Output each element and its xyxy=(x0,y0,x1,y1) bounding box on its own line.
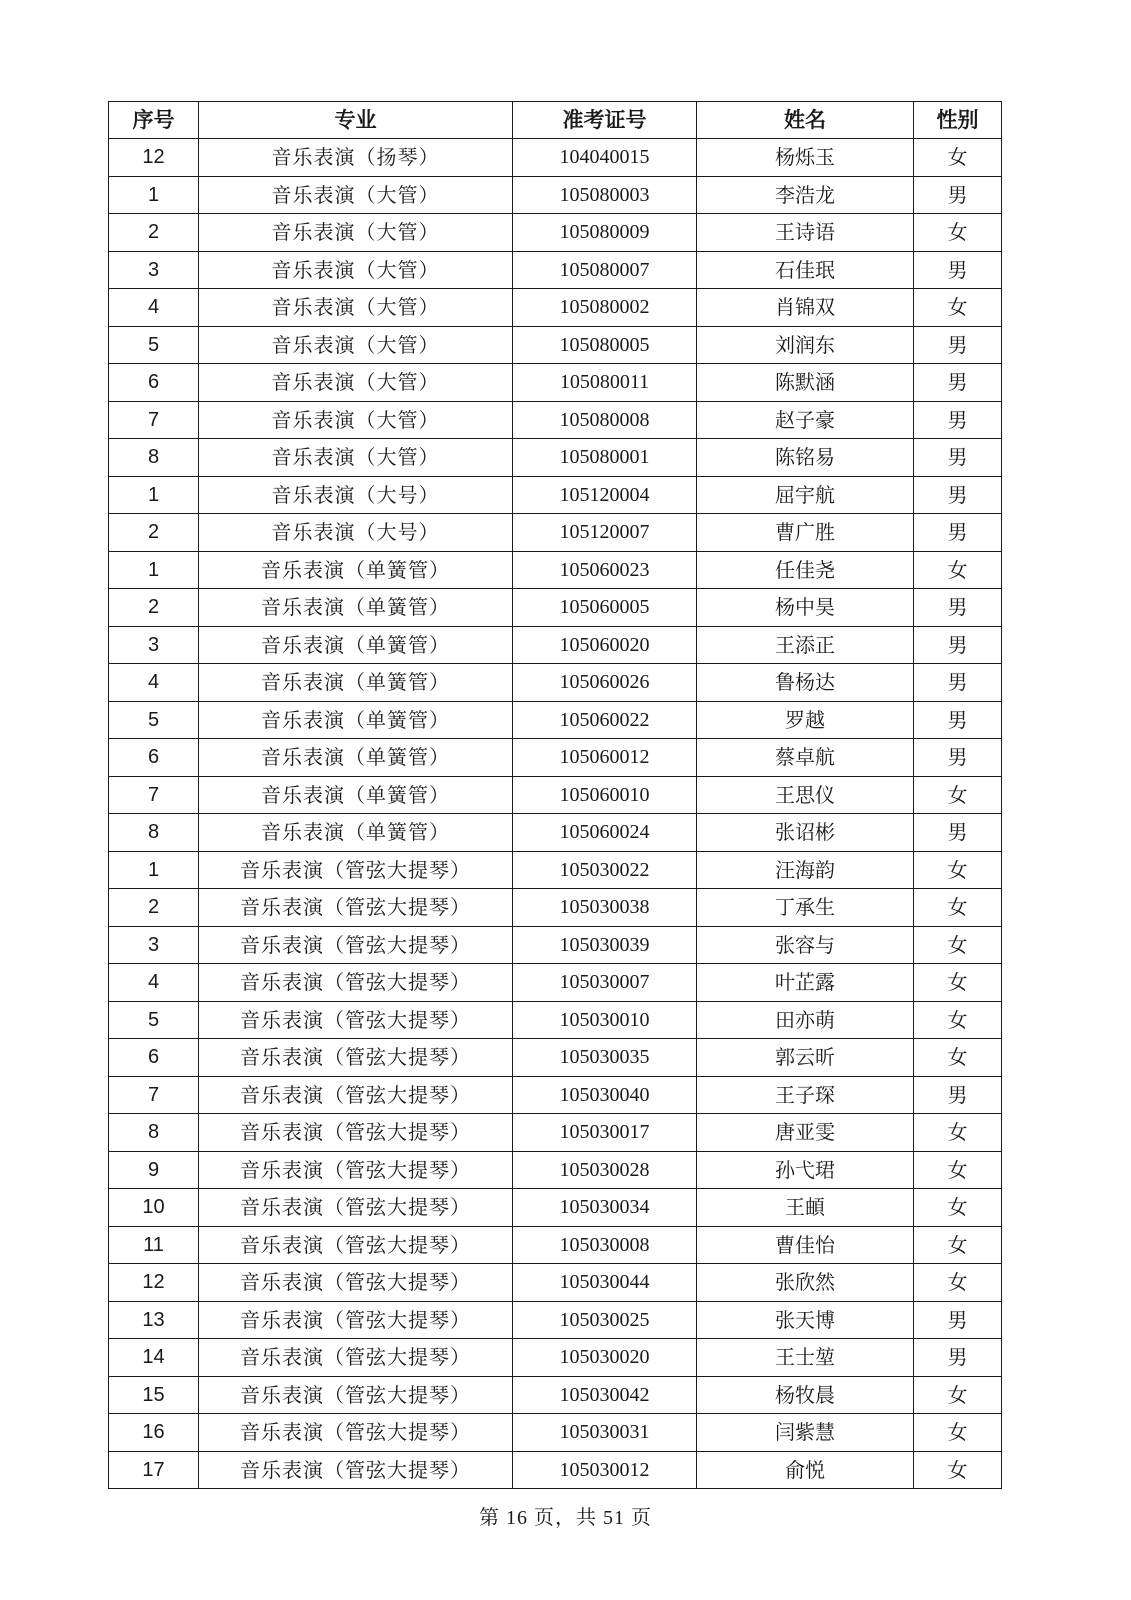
table-row xyxy=(109,1001,1002,1039)
cell-name: 杨烁玉 xyxy=(697,139,914,177)
cell-major: 音乐表演（单簧管） xyxy=(199,664,513,702)
table-row xyxy=(109,626,1002,664)
cell-gender: 女 xyxy=(914,1001,1002,1039)
cell-seq: 1 xyxy=(109,476,199,514)
cell-major: 音乐表演（大管） xyxy=(199,289,513,327)
cell-name: 张欣然 xyxy=(697,1264,914,1302)
cell-gender: 男 xyxy=(914,176,1002,214)
cell-gender: 女 xyxy=(914,776,1002,814)
cell-exam-number: 105060026 xyxy=(513,664,697,702)
cell-name: 陈默涵 xyxy=(697,364,914,402)
cell-name: 蔡卓航 xyxy=(697,739,914,777)
cell-major: 音乐表演（大号） xyxy=(199,514,513,552)
cell-seq: 13 xyxy=(109,1301,199,1339)
table-body xyxy=(109,139,1002,1489)
cell-exam-number: 105060023 xyxy=(513,551,697,589)
table-row xyxy=(109,889,1002,927)
table-row xyxy=(109,664,1002,702)
table-row xyxy=(109,1376,1002,1414)
cell-major: 音乐表演（管弦大提琴） xyxy=(199,1151,513,1189)
cell-exam-number: 105030007 xyxy=(513,964,697,1002)
cell-major: 音乐表演（管弦大提琴） xyxy=(199,1376,513,1414)
cell-seq: 12 xyxy=(109,1264,199,1302)
cell-exam-number: 105080009 xyxy=(513,214,697,252)
cell-seq: 2 xyxy=(109,589,199,627)
cell-major: 音乐表演（扬琴） xyxy=(199,139,513,177)
cell-seq: 7 xyxy=(109,776,199,814)
cell-name: 鲁杨达 xyxy=(697,664,914,702)
cell-seq: 2 xyxy=(109,889,199,927)
cell-exam-number: 105030022 xyxy=(513,851,697,889)
cell-major: 音乐表演（管弦大提琴） xyxy=(199,889,513,927)
cell-major: 音乐表演（管弦大提琴） xyxy=(199,851,513,889)
cell-gender: 男 xyxy=(914,701,1002,739)
cell-major: 音乐表演（单簧管） xyxy=(199,739,513,777)
cell-name: 王诗语 xyxy=(697,214,914,252)
cell-seq: 8 xyxy=(109,1114,199,1152)
table-row xyxy=(109,1414,1002,1452)
cell-major: 音乐表演（单簧管） xyxy=(199,701,513,739)
cell-name: 任佳尧 xyxy=(697,551,914,589)
cell-gender: 女 xyxy=(914,1189,1002,1227)
cell-name: 王思仪 xyxy=(697,776,914,814)
cell-major: 音乐表演（管弦大提琴） xyxy=(199,1414,513,1452)
cell-name: 唐亚雯 xyxy=(697,1114,914,1152)
cell-seq: 3 xyxy=(109,626,199,664)
cell-seq: 8 xyxy=(109,439,199,477)
table-row xyxy=(109,364,1002,402)
cell-name: 张诏彬 xyxy=(697,814,914,852)
cell-exam-number: 105030040 xyxy=(513,1076,697,1114)
table-row xyxy=(109,739,1002,777)
cell-name: 张天博 xyxy=(697,1301,914,1339)
table-row xyxy=(109,1451,1002,1489)
cell-seq: 1 xyxy=(109,176,199,214)
table-row xyxy=(109,589,1002,627)
cell-seq: 5 xyxy=(109,1001,199,1039)
cell-exam-number: 105030031 xyxy=(513,1414,697,1452)
cell-gender: 男 xyxy=(914,664,1002,702)
cell-exam-number: 105030010 xyxy=(513,1001,697,1039)
cell-major: 音乐表演（管弦大提琴） xyxy=(199,964,513,1002)
cell-exam-number: 105060020 xyxy=(513,626,697,664)
cell-major: 音乐表演（大管） xyxy=(199,326,513,364)
admission-roster-table xyxy=(108,101,1002,1489)
cell-gender: 男 xyxy=(914,1339,1002,1377)
cell-seq: 1 xyxy=(109,851,199,889)
cell-seq: 9 xyxy=(109,1151,199,1189)
cell-exam-number: 105060022 xyxy=(513,701,697,739)
cell-name: 石佳珉 xyxy=(697,251,914,289)
cell-gender: 女 xyxy=(914,1114,1002,1152)
cell-exam-number: 105080002 xyxy=(513,289,697,327)
table-row xyxy=(109,176,1002,214)
cell-gender: 女 xyxy=(914,551,1002,589)
cell-exam-number: 105060012 xyxy=(513,739,697,777)
cell-seq: 2 xyxy=(109,214,199,252)
cell-gender: 男 xyxy=(914,401,1002,439)
cell-gender: 女 xyxy=(914,1226,1002,1264)
cell-major: 音乐表演（管弦大提琴） xyxy=(199,1039,513,1077)
cell-gender: 男 xyxy=(914,251,1002,289)
cell-exam-number: 105120007 xyxy=(513,514,697,552)
table-row xyxy=(109,1264,1002,1302)
cell-major: 音乐表演（大管） xyxy=(199,251,513,289)
cell-major: 音乐表演（单簧管） xyxy=(199,626,513,664)
cell-name: 杨牧晨 xyxy=(697,1376,914,1414)
cell-exam-number: 105030035 xyxy=(513,1039,697,1077)
cell-gender: 男 xyxy=(914,326,1002,364)
table-row xyxy=(109,926,1002,964)
cell-exam-number: 105030020 xyxy=(513,1339,697,1377)
cell-gender: 女 xyxy=(914,1151,1002,1189)
cell-name: 赵子豪 xyxy=(697,401,914,439)
cell-seq: 6 xyxy=(109,1039,199,1077)
cell-gender: 女 xyxy=(914,214,1002,252)
table-row xyxy=(109,1226,1002,1264)
cell-exam-number: 105060005 xyxy=(513,589,697,627)
table-row xyxy=(109,701,1002,739)
table-row xyxy=(109,401,1002,439)
cell-gender: 男 xyxy=(914,1076,1002,1114)
cell-seq: 5 xyxy=(109,701,199,739)
cell-major: 音乐表演（管弦大提琴） xyxy=(199,1264,513,1302)
cell-seq: 15 xyxy=(109,1376,199,1414)
cell-gender: 男 xyxy=(914,589,1002,627)
table-row xyxy=(109,776,1002,814)
page-number-footer: 第 16 页，共 51 页 xyxy=(479,1507,652,1529)
cell-exam-number: 105030039 xyxy=(513,926,697,964)
cell-exam-number: 105030012 xyxy=(513,1451,697,1489)
cell-name: 王子琛 xyxy=(697,1076,914,1114)
cell-gender: 女 xyxy=(914,851,1002,889)
table-header-row xyxy=(109,102,1002,139)
cell-name: 杨中昊 xyxy=(697,589,914,627)
cell-gender: 女 xyxy=(914,1264,1002,1302)
cell-gender: 女 xyxy=(914,964,1002,1002)
cell-exam-number: 105080007 xyxy=(513,251,697,289)
cell-exam-number: 105030025 xyxy=(513,1301,697,1339)
cell-major: 音乐表演（管弦大提琴） xyxy=(199,1451,513,1489)
cell-gender: 女 xyxy=(914,289,1002,327)
cell-gender: 女 xyxy=(914,1376,1002,1414)
cell-exam-number: 105080001 xyxy=(513,439,697,477)
cell-major: 音乐表演（大号） xyxy=(199,476,513,514)
table-row xyxy=(109,476,1002,514)
table-row xyxy=(109,1339,1002,1377)
table-row xyxy=(109,1039,1002,1077)
table-row xyxy=(109,851,1002,889)
cell-exam-number: 105030038 xyxy=(513,889,697,927)
cell-seq: 3 xyxy=(109,251,199,289)
cell-seq: 11 xyxy=(109,1226,199,1264)
cell-seq: 14 xyxy=(109,1339,199,1377)
cell-seq: 10 xyxy=(109,1189,199,1227)
cell-gender: 女 xyxy=(914,1414,1002,1452)
cell-major: 音乐表演（管弦大提琴） xyxy=(199,1301,513,1339)
cell-name: 李浩龙 xyxy=(697,176,914,214)
cell-seq: 4 xyxy=(109,289,199,327)
table-row xyxy=(109,1189,1002,1227)
cell-major: 音乐表演（管弦大提琴） xyxy=(199,1114,513,1152)
cell-gender: 男 xyxy=(914,439,1002,477)
cell-name: 田亦萌 xyxy=(697,1001,914,1039)
cell-name: 罗越 xyxy=(697,701,914,739)
table-row xyxy=(109,139,1002,177)
cell-major: 音乐表演（大管） xyxy=(199,439,513,477)
cell-seq: 7 xyxy=(109,1076,199,1114)
cell-seq: 17 xyxy=(109,1451,199,1489)
cell-gender: 男 xyxy=(914,739,1002,777)
cell-name: 屈宇航 xyxy=(697,476,914,514)
cell-major: 音乐表演（大管） xyxy=(199,214,513,252)
table-row xyxy=(109,214,1002,252)
cell-name: 刘润东 xyxy=(697,326,914,364)
table-row xyxy=(109,326,1002,364)
cell-name: 孙弋珺 xyxy=(697,1151,914,1189)
cell-major: 音乐表演（大管） xyxy=(199,176,513,214)
cell-gender: 女 xyxy=(914,1039,1002,1077)
cell-gender: 男 xyxy=(914,814,1002,852)
cell-exam-number: 105030008 xyxy=(513,1226,697,1264)
cell-major: 音乐表演（管弦大提琴） xyxy=(199,1001,513,1039)
table-row xyxy=(109,251,1002,289)
cell-name: 郭云昕 xyxy=(697,1039,914,1077)
cell-seq: 7 xyxy=(109,401,199,439)
cell-exam-number: 105030028 xyxy=(513,1151,697,1189)
cell-exam-number: 105080003 xyxy=(513,176,697,214)
cell-seq: 12 xyxy=(109,139,199,177)
cell-name: 肖锦双 xyxy=(697,289,914,327)
header-name: 姓名 xyxy=(697,102,914,139)
cell-seq: 5 xyxy=(109,326,199,364)
cell-gender: 男 xyxy=(914,364,1002,402)
cell-seq: 4 xyxy=(109,964,199,1002)
cell-gender: 男 xyxy=(914,476,1002,514)
cell-major: 音乐表演（单簧管） xyxy=(199,589,513,627)
cell-seq: 6 xyxy=(109,739,199,777)
cell-gender: 女 xyxy=(914,139,1002,177)
cell-major: 音乐表演（管弦大提琴） xyxy=(199,1339,513,1377)
cell-exam-number: 105080008 xyxy=(513,401,697,439)
cell-name: 丁承生 xyxy=(697,889,914,927)
cell-major: 音乐表演（大管） xyxy=(199,364,513,402)
table-row xyxy=(109,551,1002,589)
cell-gender: 男 xyxy=(914,1301,1002,1339)
table-row xyxy=(109,1301,1002,1339)
cell-major: 音乐表演（管弦大提琴） xyxy=(199,1076,513,1114)
cell-exam-number: 105030042 xyxy=(513,1376,697,1414)
cell-name: 曹广胜 xyxy=(697,514,914,552)
cell-name: 俞悦 xyxy=(697,1451,914,1489)
cell-exam-number: 105080005 xyxy=(513,326,697,364)
table-row xyxy=(109,1076,1002,1114)
cell-major: 音乐表演（管弦大提琴） xyxy=(199,926,513,964)
table-row xyxy=(109,964,1002,1002)
cell-exam-number: 105120004 xyxy=(513,476,697,514)
cell-major: 音乐表演（单簧管） xyxy=(199,551,513,589)
cell-seq: 16 xyxy=(109,1414,199,1452)
cell-major: 音乐表演（管弦大提琴） xyxy=(199,1189,513,1227)
cell-name: 王頔 xyxy=(697,1189,914,1227)
header-major: 专业 xyxy=(199,102,513,139)
cell-name: 张容与 xyxy=(697,926,914,964)
cell-seq: 3 xyxy=(109,926,199,964)
cell-major: 音乐表演（大管） xyxy=(199,401,513,439)
cell-exam-number: 105030044 xyxy=(513,1264,697,1302)
header-gender: 性别 xyxy=(914,102,1002,139)
cell-name: 闫紫慧 xyxy=(697,1414,914,1452)
cell-major: 音乐表演（单簧管） xyxy=(199,814,513,852)
header-exam-number: 准考证号 xyxy=(513,102,697,139)
cell-gender: 女 xyxy=(914,889,1002,927)
cell-exam-number: 105060024 xyxy=(513,814,697,852)
cell-exam-number: 105030017 xyxy=(513,1114,697,1152)
cell-exam-number: 105060010 xyxy=(513,776,697,814)
cell-name: 叶芷露 xyxy=(697,964,914,1002)
cell-seq: 1 xyxy=(109,551,199,589)
cell-seq: 4 xyxy=(109,664,199,702)
cell-exam-number: 105030034 xyxy=(513,1189,697,1227)
table-row xyxy=(109,439,1002,477)
cell-seq: 6 xyxy=(109,364,199,402)
cell-major: 音乐表演（单簧管） xyxy=(199,776,513,814)
table-row xyxy=(109,1151,1002,1189)
cell-seq: 8 xyxy=(109,814,199,852)
table-row xyxy=(109,814,1002,852)
cell-gender: 女 xyxy=(914,1451,1002,1489)
table-row xyxy=(109,514,1002,552)
cell-name: 王添正 xyxy=(697,626,914,664)
cell-exam-number: 104040015 xyxy=(513,139,697,177)
cell-gender: 男 xyxy=(914,626,1002,664)
table-row xyxy=(109,289,1002,327)
cell-major: 音乐表演（管弦大提琴） xyxy=(199,1226,513,1264)
cell-exam-number: 105080011 xyxy=(513,364,697,402)
cell-name: 汪海韵 xyxy=(697,851,914,889)
cell-seq: 2 xyxy=(109,514,199,552)
cell-gender: 女 xyxy=(914,926,1002,964)
table-row xyxy=(109,1114,1002,1152)
cell-name: 曹佳怡 xyxy=(697,1226,914,1264)
header-seq: 序号 xyxy=(109,102,199,139)
cell-name: 王士堃 xyxy=(697,1339,914,1377)
cell-name: 陈铭易 xyxy=(697,439,914,477)
cell-gender: 男 xyxy=(914,514,1002,552)
